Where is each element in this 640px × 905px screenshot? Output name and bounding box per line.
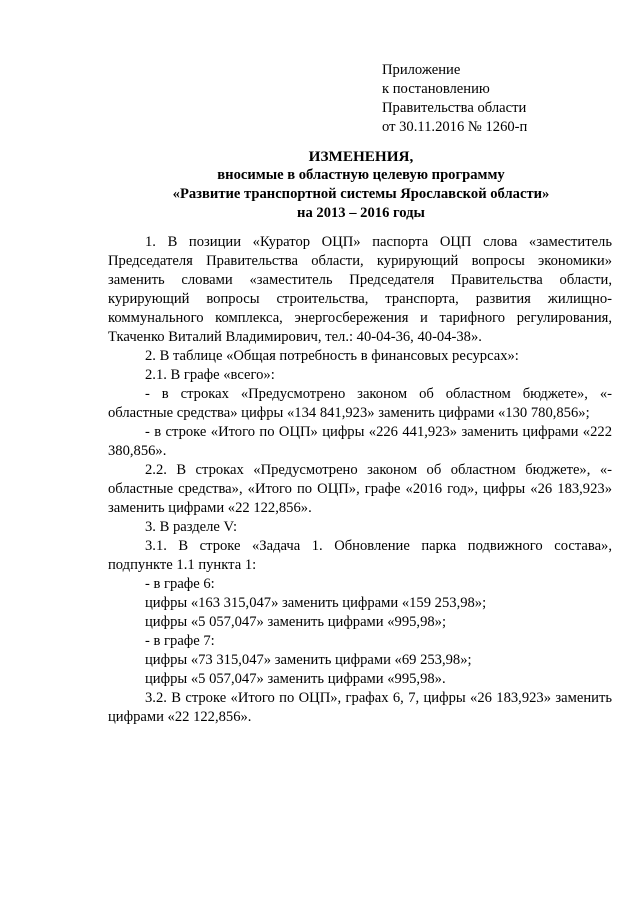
paragraph: - в строках «Предусмотрено законом об областном бюджете», «- областные средства» цифры «134 841,923» заменить цифрами «130 780,856»; bbox=[108, 386, 612, 421]
annex-block bbox=[382, 61, 527, 137]
paragraph: цифры «73 315,047» заменить цифрами «69 253,98»; bbox=[145, 652, 472, 668]
title-line: вносимые в областную целевую программу bbox=[217, 167, 505, 183]
paragraph: 1. В позиции «Куратор ОЦП» паспорта ОЦП слова «заместитель Председателя Правительства области, курирующий вопросы экономики» заменить словами «заместитель Председателя Правительства области, курирующий вопросы строительства, транспорта, развития жилищно-коммунального комплекса, энергосбережения и тарифного регулирования, Ткаченко Виталий Владимирович, тел.: 40-04-36, 40-04-38». bbox=[108, 234, 612, 345]
annex-line: Приложение bbox=[382, 62, 461, 78]
paragraph: 3.1. В строке «Задача 1. Обновление парка подвижного состава», подпункте 1.1 пункта 1: bbox=[108, 538, 612, 573]
paragraph: цифры «5 057,047» заменить цифрами «995,98». bbox=[145, 671, 446, 687]
annex-line: от 30.11.2016 № 1260-п bbox=[382, 119, 528, 135]
paragraph: цифры «163 315,047» заменить цифрами «159 253,98»; bbox=[145, 595, 487, 611]
paragraph: 2.1. В графе «всего»: bbox=[145, 367, 275, 383]
title-line: «Развитие транспортной системы Ярославской области» bbox=[172, 186, 550, 202]
paragraph: 3. В разделе V: bbox=[145, 519, 238, 535]
paragraph: 2. В таблице «Общая потребность в финансовых ресурсах»: bbox=[145, 348, 519, 364]
document-title bbox=[100, 147, 622, 223]
paragraph: цифры «5 057,047» заменить цифрами «995,98»; bbox=[145, 614, 447, 630]
paragraph: 2.2. В строках «Предусмотрено законом об областном бюджете», «- областные средства», «Итого по ОЦП», графе «2016 год», цифры «26 183,923» заменить цифрами «22 122,856». bbox=[108, 462, 612, 516]
title-line: на 2013 – 2016 годы bbox=[297, 205, 425, 221]
paragraph: - в строке «Итого по ОЦП» цифры «226 441,923» заменить цифрами «222 380,856». bbox=[108, 424, 612, 459]
title-heading: ИЗМЕНЕНИЯ, bbox=[308, 148, 414, 165]
annex-line: Правительства области bbox=[382, 100, 527, 116]
paragraph: - в графе 6: bbox=[145, 576, 215, 592]
annex-line: к постановлению bbox=[382, 81, 490, 97]
paragraph: - в графе 7: bbox=[145, 633, 215, 649]
document-body bbox=[108, 233, 612, 727]
paragraph: 3.2. В строке «Итого по ОЦП», графах 6, 7, цифры «26 183,923» заменить цифрами «22 122,856». bbox=[108, 690, 612, 725]
